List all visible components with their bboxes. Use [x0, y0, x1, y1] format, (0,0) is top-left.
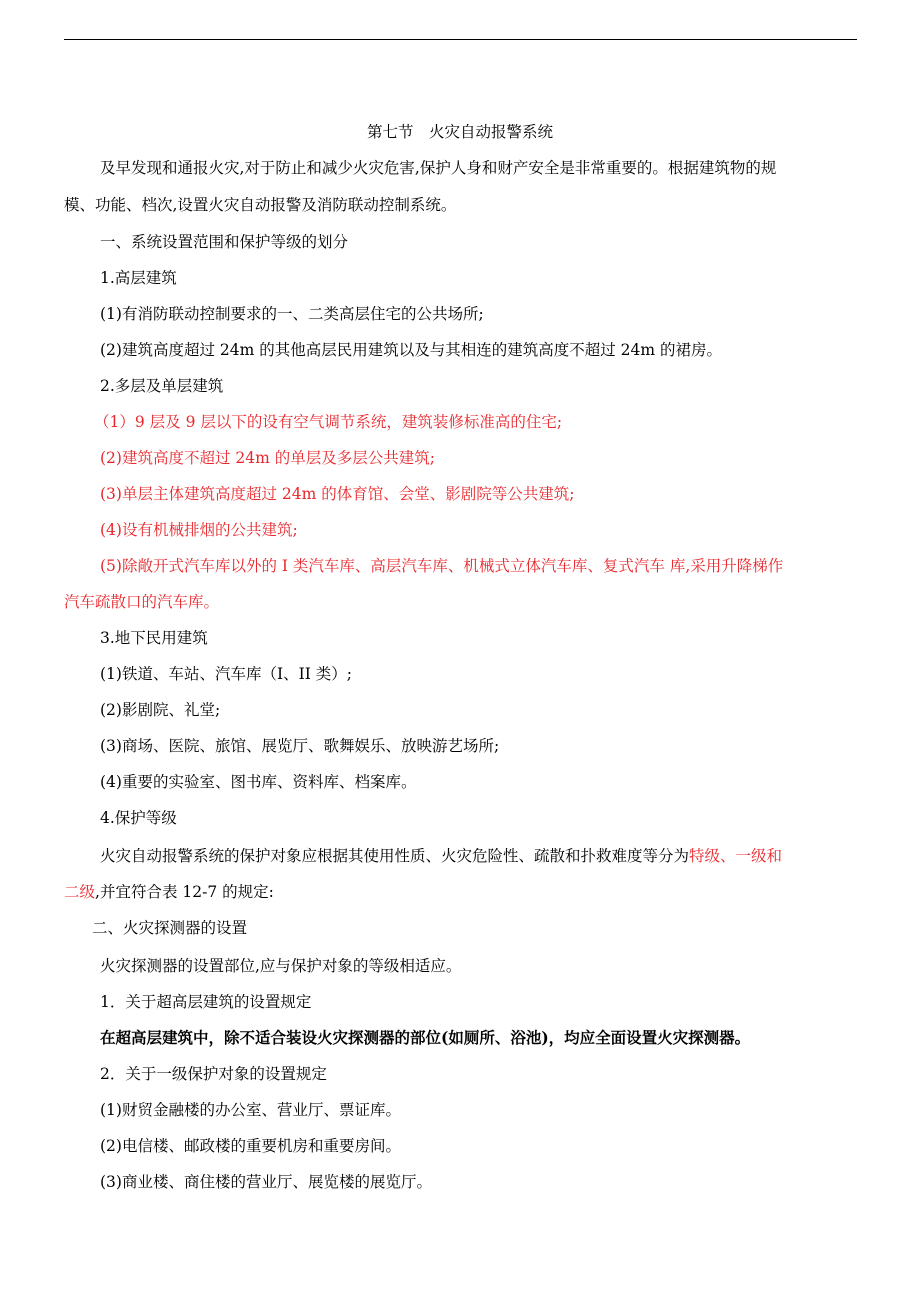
intro-line-2: 模、功能、档次,设置火灾自动报警及消防联动控制系统。 [64, 196, 457, 214]
underground-item: (2)影剧院、礼堂; [100, 701, 221, 719]
multi-story-item: (3)单层主体建筑高度超过 24m 的体育馆、会堂、影剧院等公共建筑; [100, 485, 575, 503]
section2-heading: 二、火灾探测器的设置 [92, 919, 248, 937]
multi-story-item: （1）9 层及 9 层以下的设有空气调节系统，建筑装修标准高的住宅; [94, 413, 563, 431]
protection-levels-highlight: 二级 [64, 883, 96, 901]
multi-story-item-continued: 汽车疏散口的汽车库。 [64, 593, 220, 611]
level-one-heading: 2．关于一级保护对象的设置规定 [100, 1065, 327, 1083]
underground-item: (1)铁道、车站、汽车库（I、II 类）; [100, 665, 352, 683]
high-rise-heading: 1.高层建筑 [100, 269, 177, 287]
protection-text: ,并宜符合表 12-7 的规定: [95, 883, 274, 901]
underground-item: (4)重要的实验室、图书库、资料库、档案库。 [100, 773, 417, 791]
section-title: 第七节 火灾自动报警系统 [366, 123, 553, 141]
super-high-rise-rule: 在超高层建筑中，除不适合装设火灾探测器的部位(如厕所、浴池)，均应全面设置火灾探测器。 [100, 1028, 751, 1047]
underground-heading: 3.地下民用建筑 [100, 629, 208, 647]
level-one-item: (1)财贸金融楼的办公室、营业厅、票证库。 [100, 1101, 401, 1119]
protection-text: 火灾自动报警系统的保护对象应根据其使用性质、火灾危险性、疏散和扑救难度等分为 [100, 847, 690, 865]
protection-heading: 4.保护等级 [100, 809, 177, 827]
multi-story-item: (5)除敞开式汽车库以外的 I 类汽车库、高层汽车库、机械式立体汽车库、复式汽车 库,采用升降梯作 [100, 557, 784, 575]
multi-story-item: (2)建筑高度不超过 24m 的单层及多层公共建筑; [100, 449, 435, 467]
intro-line-1: 及早发现和通报火灾,对于防止和减少火灾危害,保护人身和财产安全是非常重要的。根据建筑物的规 [100, 159, 777, 177]
underground-item: (3)商场、医院、旅馆、展览厅、歌舞娱乐、放映游艺场所; [100, 737, 500, 755]
protection-text-line-2 [64, 882, 857, 902]
multi-story-heading: 2.多层及单层建筑 [100, 377, 224, 395]
section1-heading: 一、系统设置范围和保护等级的划分 [100, 233, 349, 251]
multi-story-item: (4)设有机械排烟的公共建筑; [100, 521, 298, 539]
protection-text-line-1 [100, 846, 893, 866]
super-high-rise-heading: 1．关于超高层建筑的设置规定 [100, 993, 312, 1011]
section2-intro: 火灾探测器的设置部位,应与保护对象的等级相适应。 [100, 957, 462, 975]
level-one-item: (3)商业楼、商住楼的营业厅、展览楼的展览厅。 [100, 1173, 432, 1191]
header-rule [64, 39, 857, 40]
protection-levels-highlight: 特级、一级和 [689, 847, 783, 865]
high-rise-item: (2)建筑高度超过 24m 的其他高层民用建筑以及与其相连的建筑高度不超过 24m 的裙房。 [100, 341, 723, 359]
high-rise-item: (1)有消防联动控制要求的一、二类高层住宅的公共场所; [100, 305, 484, 323]
level-one-item: (2)电信楼、邮政楼的重要机房和重要房间。 [100, 1137, 401, 1155]
